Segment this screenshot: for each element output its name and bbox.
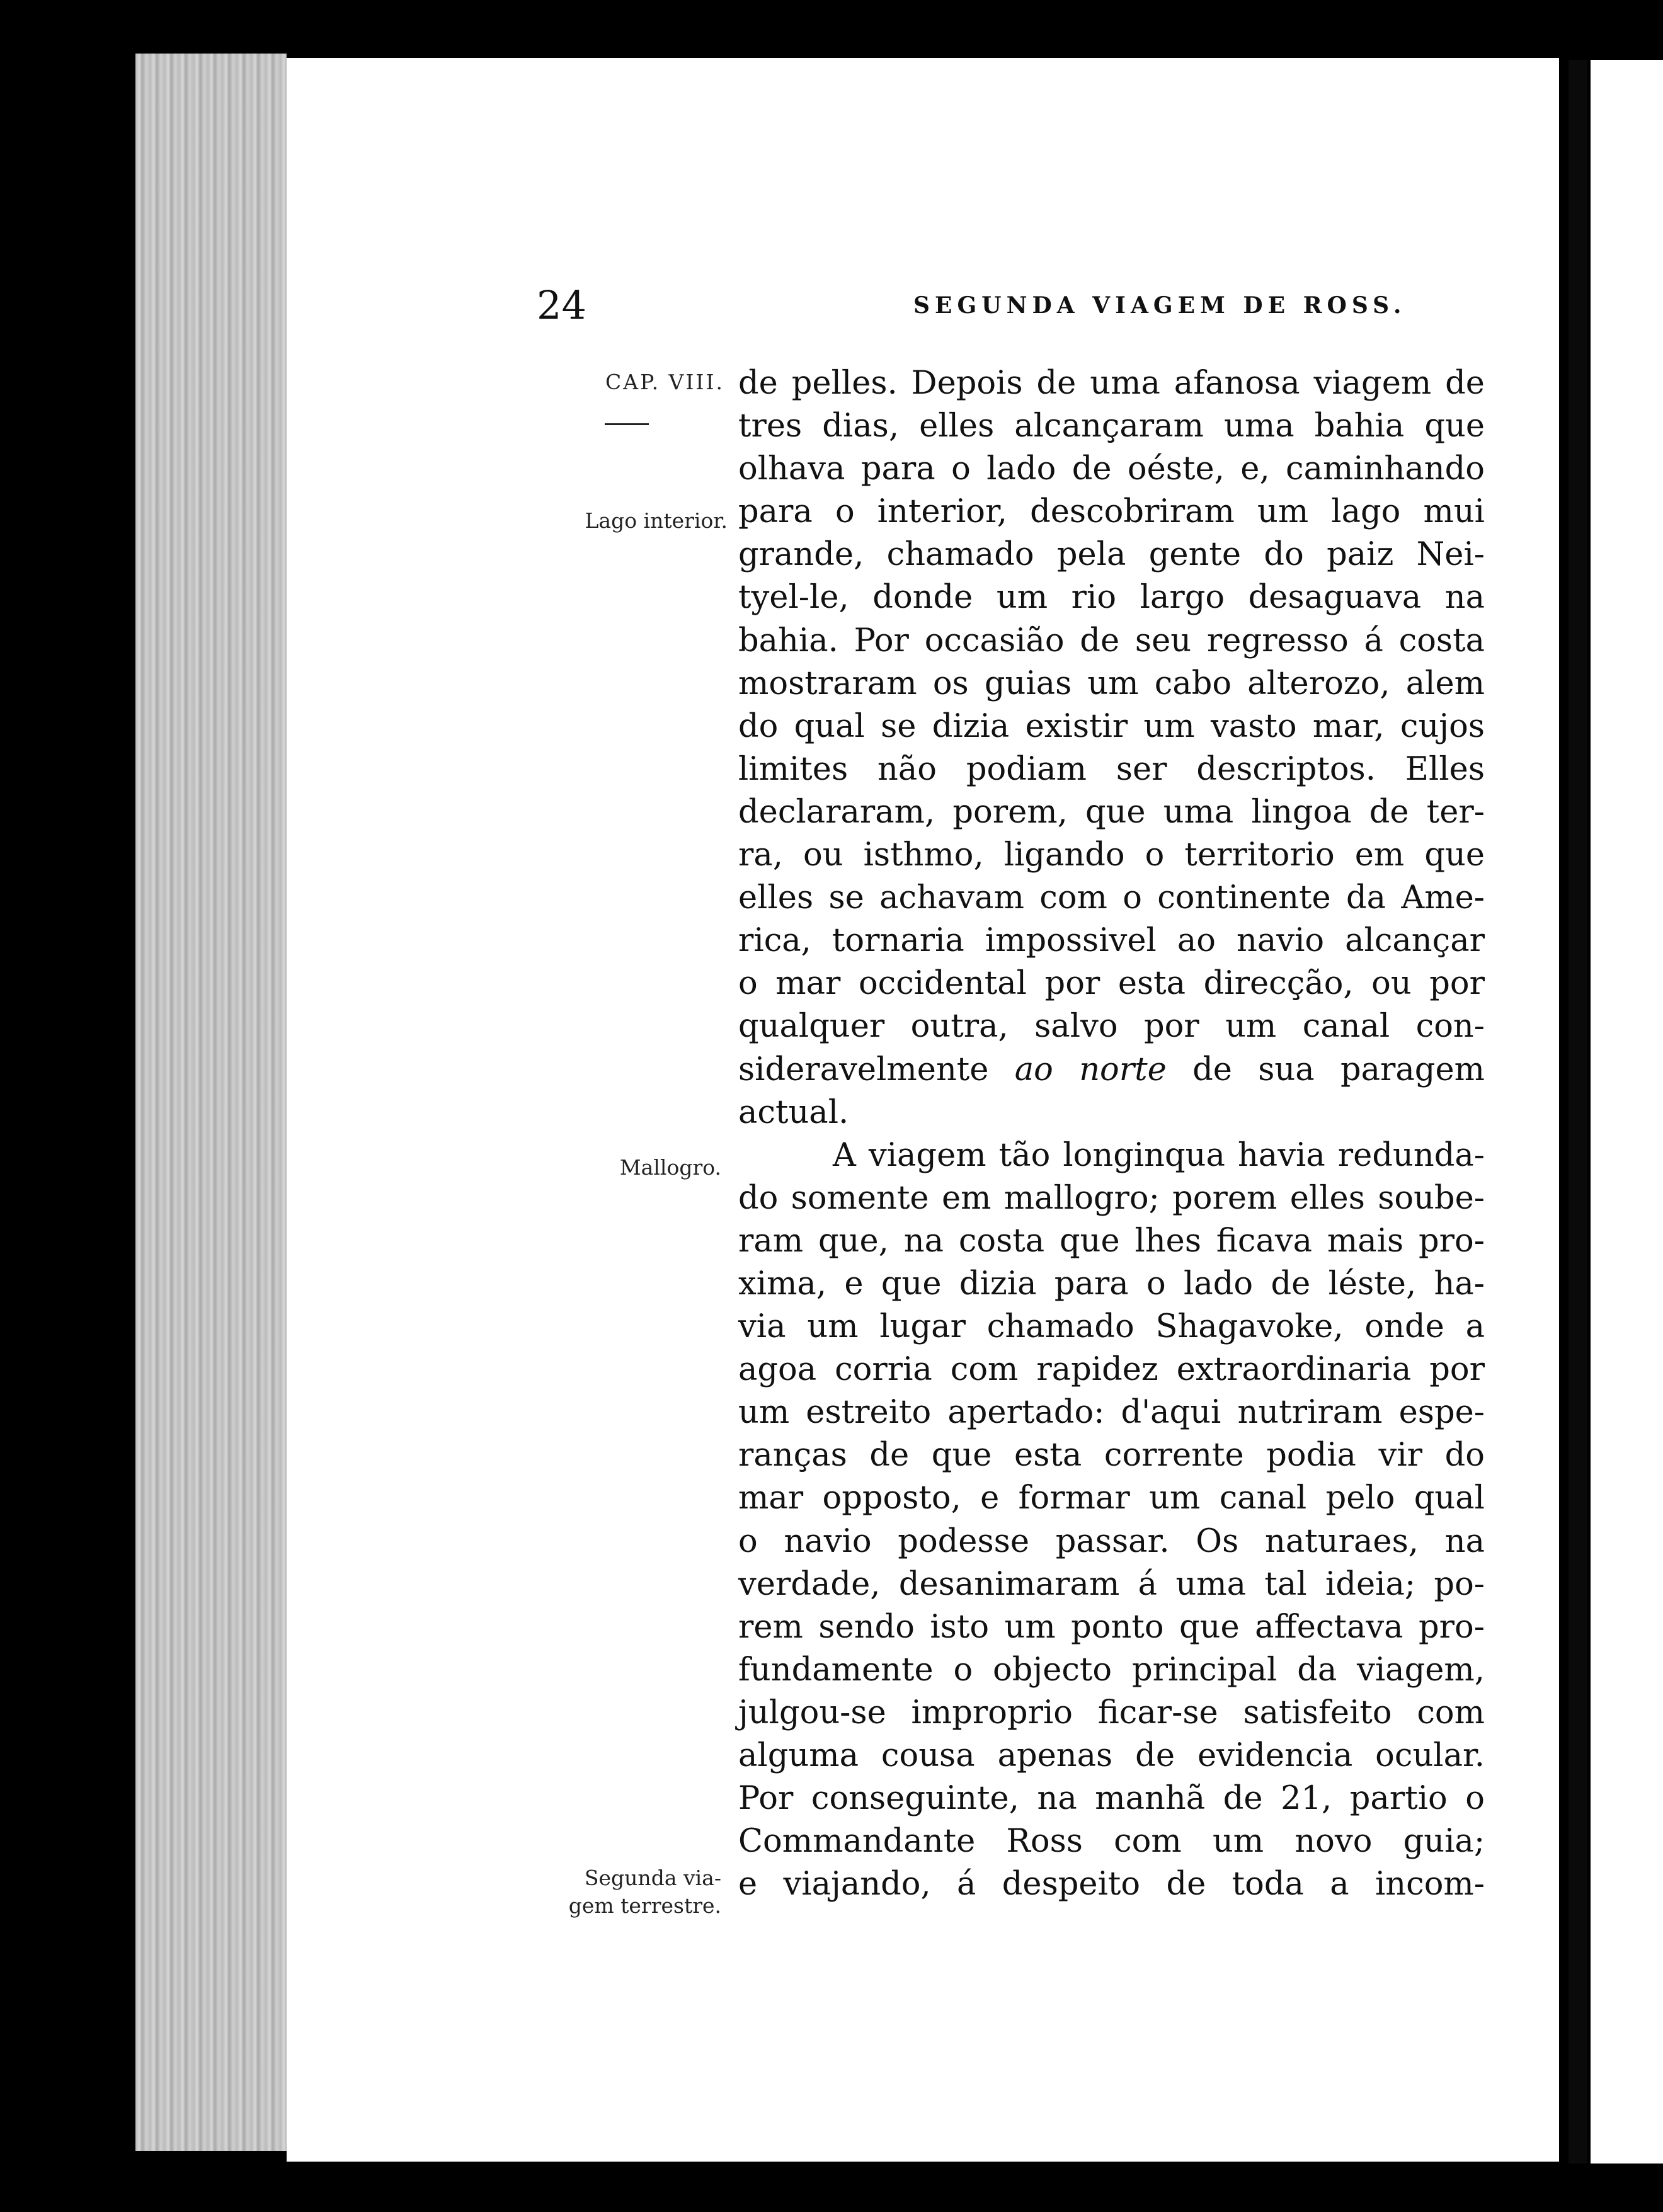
margin-note-segunda-line2: gem terrestre. (568, 1893, 721, 1918)
text-line: actual. (738, 1093, 849, 1131)
text-line: Commandante Ross com um novo guia; (738, 1823, 1485, 1861)
text-line: fundamente o objecto principal da viagem, (738, 1651, 1485, 1689)
text-line: do qual se dizia existir um vasto mar, cujos (738, 707, 1485, 745)
text-segment: de sua paragem (1166, 1051, 1485, 1088)
text-line: de pelles. Depois de uma afanosa viagem de (738, 365, 1485, 402)
text-line: via um lugar chamado Shagavoke, onde a (738, 1308, 1485, 1346)
margin-note-segunda (532, 1864, 721, 1920)
running-title: SEGUNDA VIAGEM DE ROSS. (913, 292, 1407, 319)
text-line-with-italic (738, 1049, 1485, 1092)
text-line: ram que, na costa que lhes ficava mais pro- (738, 1222, 1485, 1260)
text-line: tres dias, elles alcançaram uma bahia que (738, 408, 1485, 445)
text-line: Por conseguinte, na manhã de 21, partio o (738, 1780, 1485, 1818)
text-line: qualquer outra, salvo por um canal con- (738, 1008, 1485, 1046)
text-line: elles se achavam com o continente da Ame- (738, 879, 1485, 917)
text-line: rica, tornaria impossivel ao navio alcançar (738, 922, 1485, 960)
text-line: xima, e que dizia para o lado de léste, ha- (738, 1265, 1485, 1303)
text-segment: sideravelmente (738, 1051, 1015, 1088)
text-line: verdade, desanimaram á uma tal ideia; po- (738, 1565, 1485, 1603)
gutter-shadow (1569, 60, 1587, 2164)
text-line: o mar occidental por esta direcção, ou por (738, 965, 1485, 1003)
paragraph-first-line: A viagem tão longinqua havia redunda- (833, 1136, 1485, 1174)
text-line: grande, chamado pela gente do paiz Nei- (738, 536, 1485, 574)
text-line: ranças de que esta corrente podia vir do (738, 1437, 1485, 1474)
text-line: rem sendo isto um ponto que affectava pro- (738, 1608, 1485, 1646)
margin-dash (605, 423, 649, 425)
text-line: o navio podesse passar. Os naturaes, na (738, 1522, 1485, 1560)
margin-chapter-label: CAP. VIII. (605, 370, 724, 394)
text-line: para o interior, descobriram um lago mui (738, 493, 1485, 531)
text-line: um estreito apertado: d'aqui nutriram espe- (738, 1394, 1485, 1432)
text-line: julgou-se improprio ficar-se satisfeito com (738, 1694, 1485, 1731)
text-line: alguma cousa apenas de evidencia ocular. (738, 1737, 1485, 1774)
facing-page-edge (1591, 60, 1663, 2164)
text-line: e viajando, á despeito de toda a incom- (738, 1866, 1485, 1903)
text-line: tyel-le, donde um rio largo desaguava na (738, 579, 1485, 617)
text-line: bahia. Por occasião de seu regresso á costa (738, 622, 1485, 659)
italic-phrase: ao norte (1014, 1051, 1167, 1088)
text-line: mostraram os guias um cabo alterozo, alem (738, 664, 1485, 702)
book-page-edges (135, 54, 287, 2151)
page-number: 24 (537, 282, 586, 328)
margin-note-mallogro: Mallogro. (619, 1155, 721, 1180)
margin-note-segunda-line1: Segunda via- (584, 1866, 721, 1890)
body-text (738, 362, 1485, 1906)
text-line: olhava para o lado de oéste, e, caminhando (738, 450, 1485, 488)
text-line: agoa corria com rapidez extraordinaria por (738, 1351, 1485, 1389)
text-line: declararam, porem, que uma lingoa de ter- (738, 793, 1485, 831)
text-line: limites não podiam ser descriptos. Elles (738, 750, 1485, 788)
text-line: ra, ou isthmo, ligando o territorio em que (738, 836, 1485, 874)
text-line: do somente em mallogro; porem elles soube- (738, 1179, 1485, 1217)
text-line: mar opposto, e formar um canal pelo qual (738, 1479, 1485, 1517)
margin-note-lago: Lago interior. (585, 508, 728, 533)
